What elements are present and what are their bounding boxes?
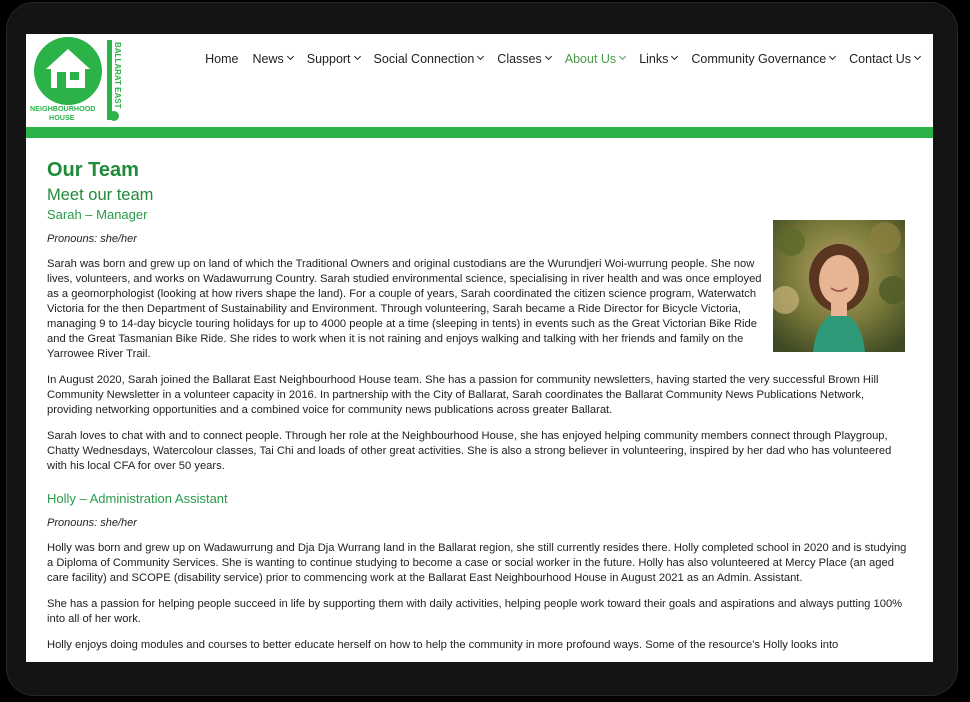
nav-community-governance[interactable] bbox=[684, 52, 842, 66]
chevron-down-icon bbox=[545, 53, 552, 60]
member-bio-paragraph: Holly was born and grew up on Wadawurrung and Dja Dja Wurrang land in the Ballarat region, she still currently resides there. Holly completed school in 2020 and is studying a Diploma of Community Services. She is wanting to continue studying to become a case or social worker in the future. Holly has also volunteered at Mercy Place (an aged care facility) and SCOPE (disability service) prior to commencing work at the Ballarat East Neighbourhood House in August 2021 as an Admin. Assistant. bbox=[47, 542, 907, 584]
page-title: Our Team bbox=[47, 159, 139, 181]
nav-support[interactable] bbox=[300, 52, 367, 66]
nav-label: News bbox=[252, 52, 284, 66]
chevron-down-icon bbox=[287, 53, 294, 60]
nav-label: Social Connection bbox=[373, 52, 475, 66]
site-header bbox=[26, 34, 933, 127]
member-photo-sarah bbox=[773, 220, 905, 352]
nav-links[interactable] bbox=[632, 52, 684, 66]
site-logo[interactable] bbox=[30, 36, 122, 124]
member-pronouns: Pronouns: she/her bbox=[47, 233, 137, 245]
main-nav bbox=[198, 52, 927, 66]
member-bio-paragraph: Holly enjoys doing modules and courses to better educate herself on how to help the community in more profound ways. Some of the resource's Holly looks into bbox=[47, 639, 839, 651]
nav-about-us[interactable] bbox=[558, 52, 632, 66]
nav-home[interactable] bbox=[198, 52, 245, 66]
nav-label: Links bbox=[639, 52, 669, 66]
nav-contact-us[interactable] bbox=[842, 52, 927, 66]
nav-label: Classes bbox=[497, 52, 542, 66]
nav-social-connection[interactable] bbox=[367, 52, 491, 66]
member-pronouns: Pronouns: she/her bbox=[47, 517, 137, 529]
chevron-down-icon bbox=[671, 53, 678, 60]
house-logo-icon bbox=[30, 36, 122, 124]
chevron-down-icon bbox=[829, 53, 836, 60]
nav-label: About Us bbox=[564, 52, 617, 66]
member-bio-paragraph: Sarah loves to chat with and to connect people. Through her role at the Neighbourhood House, she has enjoyed helping community members connect through Playgroup, Chatty Wednesdays, Watercolour classes, Tai Chi and loads of other great activities. She is also a strong believer in volunteering, inspired by her dad who has volunteered with his local CFA for over 50 years. bbox=[47, 430, 892, 472]
member-bio-paragraph: In August 2020, Sarah joined the Ballarat East Neighbourhood House team. She has a passion for community newsletters, having started the very successful Brown Hill Community Newsletter in a volunteer capacity in 2016. In partnership with the City of Ballarat, Sarah coordinates the Ballarat Community News Publications Network, providing networking opportunities and a combined voice for community news publications across greater Ballarat. bbox=[47, 374, 879, 416]
chevron-down-icon bbox=[914, 53, 921, 60]
nav-classes[interactable] bbox=[490, 52, 557, 66]
nav-news[interactable] bbox=[245, 52, 299, 66]
nav-label: Support bbox=[306, 52, 351, 66]
header-divider-bar bbox=[26, 127, 933, 138]
nav-label: Home bbox=[205, 52, 239, 66]
logo-line2: HOUSE bbox=[49, 113, 75, 122]
member-name-holly: Holly – Administration Assistant bbox=[47, 491, 228, 506]
page-subtitle: Meet our team bbox=[47, 186, 154, 204]
portrait-image bbox=[773, 220, 905, 352]
browser-viewport bbox=[26, 34, 933, 662]
member-name-sarah: Sarah – Manager bbox=[47, 207, 148, 222]
member-bio-paragraph: She has a passion for helping people succeed in life by supporting them with daily activities, helping people work toward their goals and aspirations and always putting 100% into all of her work. bbox=[47, 598, 903, 625]
chevron-down-icon bbox=[619, 53, 626, 60]
member-bio-paragraph: Sarah was born and grew up on land of which the Traditional Owners and original custodians are the Wurundjeri Woi-wurrung people. She now lives, volunteers, and works on Wadawurrung Country. Sarah studied environmental science, specialising in river health and was once employed as a geomorphologist (looking at how rivers shape the land). For a couple of years, Sarah coordinated the citizen science program, Waterwatch Victoria for the then Department of Sustainability and Environment. Through volunteering, Sarah became a Ride Director for Bicycle Victoria, managing 9 to 14-day bicycle touring holidays for up to 4000 people at a time (sleeping in tents) in events such as the Great Victorian Bike Ride and the Great Tasmanian Bike Ride. She rides to work when it is not raining and enjoys walking and talking with her friends and family on the Yarrowee River Trail. bbox=[47, 258, 762, 360]
main-content bbox=[26, 138, 933, 653]
nav-label: Contact Us bbox=[849, 52, 911, 66]
logo-line1: NEIGHBOURHOOD bbox=[30, 104, 96, 113]
nav-label: Community Governance bbox=[691, 52, 827, 66]
chevron-down-icon bbox=[477, 53, 484, 60]
chevron-down-icon bbox=[353, 53, 360, 60]
logo-vertical-text: BALLARAT EAST bbox=[113, 42, 122, 109]
